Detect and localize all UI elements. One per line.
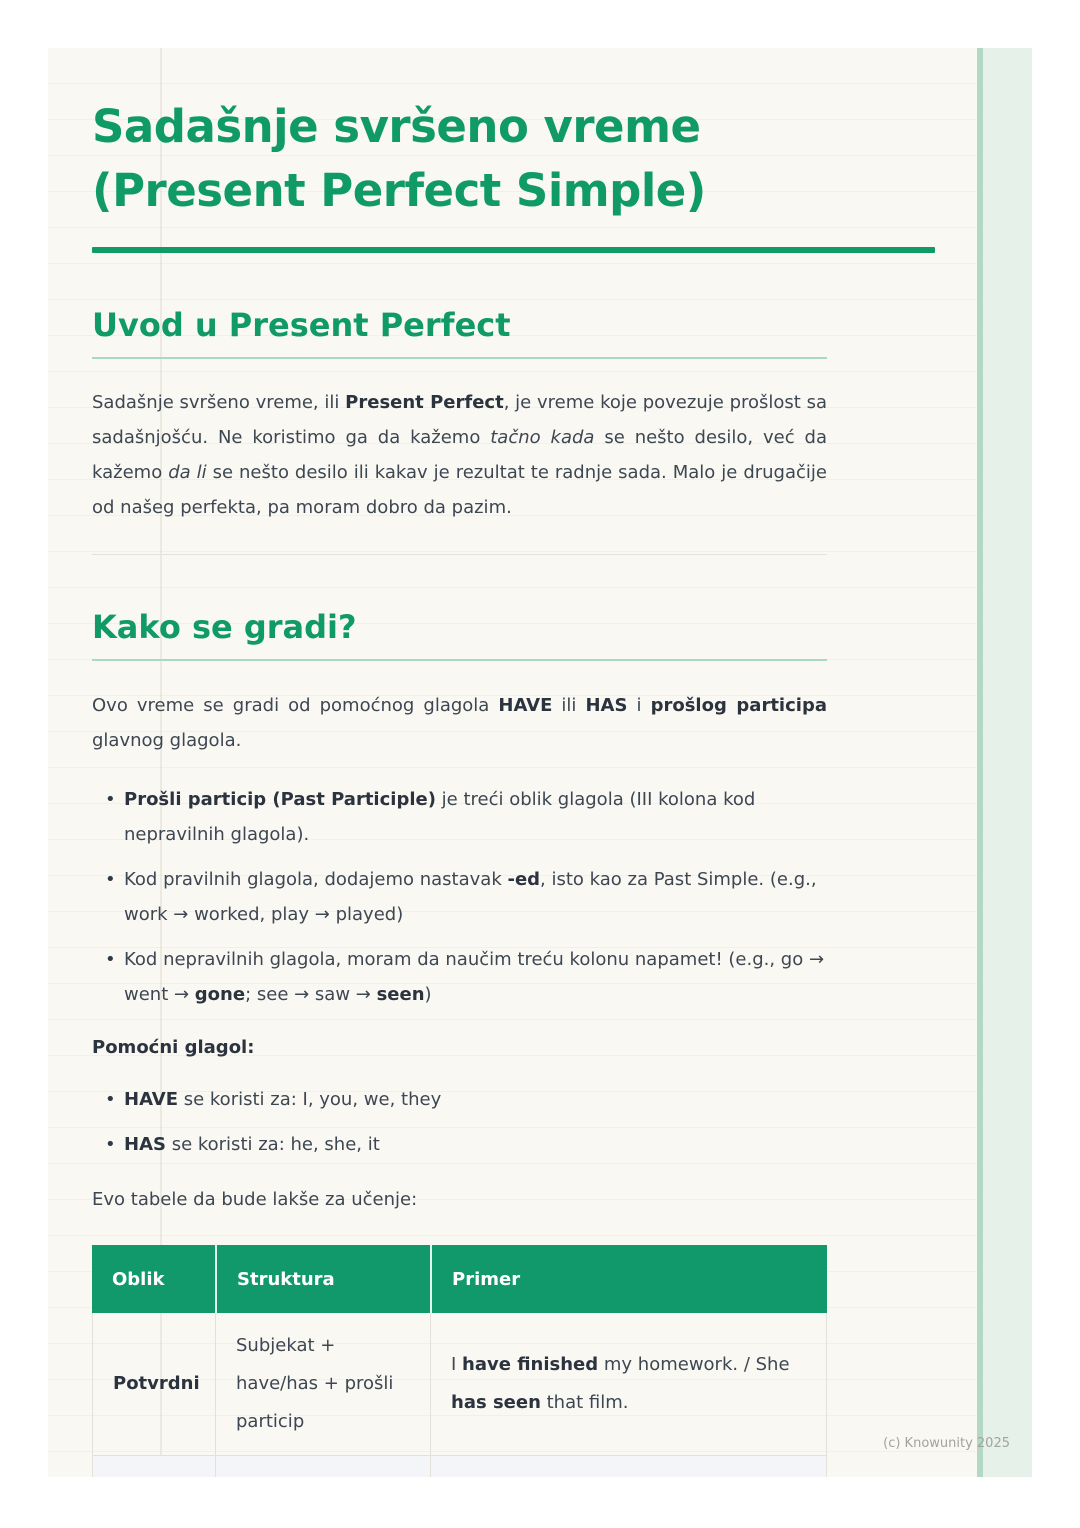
section-heading-uvod: Uvod u Present Perfect <box>92 306 511 344</box>
list-item-have <box>92 1082 827 1117</box>
list-item-regular-verbs <box>92 862 827 932</box>
bullet-dot: • <box>105 949 116 970</box>
cell-empty <box>430 1456 827 1477</box>
list-item-text: Kod nepravilnih glagola, moram da naučim treću kolonu napamet! (e.g., go → went → gone; see → saw → seen) <box>124 949 825 1005</box>
bullet-dot: • <box>105 869 116 890</box>
list-item-past-participle <box>92 782 827 852</box>
page-title-line1: Sadašnje svršeno vreme <box>92 100 701 153</box>
cell-struktura <box>215 1313 430 1456</box>
participle-bullet-list <box>92 782 827 1012</box>
list-item-text: Prošli particip (Past Participle) je treći oblik glagola (III kolona kod nepravilnih glagola). <box>124 789 756 845</box>
intro-paragraph: Sadašnje svršeno vreme, ili Present Perfect, je vreme koje povezuje prošlost sa sadašnjošću. Ne koristimo ga da kažemo tačno kada se nešto desilo, već da kažemo da li se nešto desilo ili kakav je rezultat te radnje sada. Malo je drugačije od našeg perfekta, pa moram dobro da pazim. <box>92 392 827 518</box>
cell-empty <box>215 1456 430 1477</box>
heading-underline-uvod <box>92 357 827 359</box>
copyright-notice: (c) Knowunity 2025 <box>883 1436 1010 1451</box>
column-header-primer: Primer <box>430 1245 827 1313</box>
conjugation-table <box>92 1245 827 1477</box>
table-row <box>92 1313 827 1456</box>
bullet-dot: • <box>105 1089 116 1110</box>
list-item-has <box>92 1127 827 1162</box>
title-rule <box>92 247 935 253</box>
aux-verb-label: Pomoćni glagol: <box>92 1037 255 1058</box>
cell-empty <box>92 1456 215 1477</box>
cell-text: Subjekat + have/has + prošli particip <box>236 1335 394 1432</box>
list-item-text: HAS se koristi za: he, she, it <box>124 1134 380 1155</box>
heading-underline-kako <box>92 659 827 661</box>
build-paragraph: Ovo vreme se gradi od pomoćnog glagola HAVE ili HAS i prošlog participa glavnog glagola. <box>92 695 827 751</box>
section-divider <box>92 554 827 555</box>
notes-page <box>48 48 1032 1477</box>
bullet-dot: • <box>105 789 116 810</box>
list-item-text: Kod pravilnih glagola, dodajemo nastavak -ed, isto kao za Past Simple. (e.g., work → worked, play → played) <box>124 869 817 925</box>
column-header-oblik: Oblik <box>112 1268 165 1290</box>
page-title <box>92 95 827 223</box>
aux-verb-bullet-list <box>92 1082 827 1162</box>
page-margin-strip <box>977 48 1032 1477</box>
table-row-partial <box>92 1456 827 1477</box>
column-header-struktura: Struktura <box>215 1245 430 1313</box>
list-item-text: HAVE se koristi za: I, you, we, they <box>124 1089 442 1110</box>
table-header-row <box>92 1245 827 1313</box>
bullet-dot: • <box>105 1134 116 1155</box>
section-heading-kako: Kako se gradi? <box>92 608 357 646</box>
page-title-line2: (Present Perfect Simple) <box>92 164 706 217</box>
list-item-irregular-verbs <box>92 942 827 1012</box>
cell-text: Potvrdni <box>113 1373 200 1394</box>
cell-oblik <box>92 1313 215 1456</box>
page-content <box>92 48 827 1477</box>
cell-text: I have finished my homework. / She has seen that film. <box>451 1354 790 1413</box>
table-intro: Evo tabele da bude lakše za učenje: <box>92 1189 418 1210</box>
cell-primer <box>430 1313 827 1456</box>
